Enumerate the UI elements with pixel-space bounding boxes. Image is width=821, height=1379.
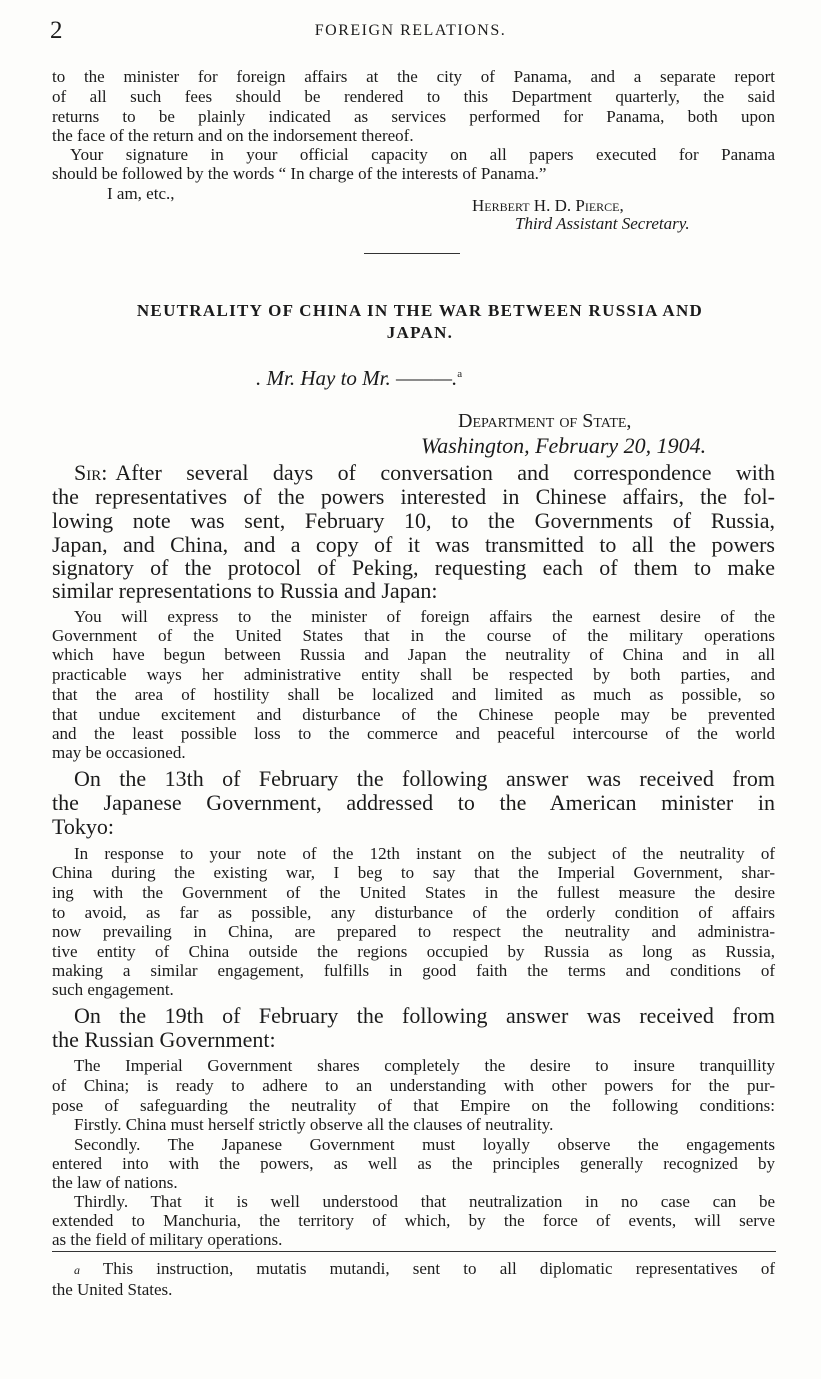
- text-line: Tokyo:: [52, 814, 115, 839]
- text-line: that the area of hostility shall be localized and limited as much as possible, so: [52, 685, 775, 704]
- footnote-line-1: [74, 1260, 775, 1279]
- dateline-date: Washington, February 20, 1904.: [421, 433, 707, 458]
- text-line: which have begun between Russia and Japan the neutrality of China and in all: [52, 645, 775, 664]
- text-line: China during the existing war, I beg to say that the Imperial Government, shar-: [52, 863, 775, 882]
- signature-name: Herbert H. D. Pierce,: [472, 196, 624, 215]
- text-line: extended to Manchuria, the territory of which, by the force of events, will serve: [52, 1211, 775, 1230]
- first-line: [74, 462, 775, 484]
- text-line: Secondly. The Japanese Government must loyally observe the engagements: [74, 1135, 775, 1154]
- text-line: to avoid, as far as possible, any disturbance of the orderly condition of affairs: [52, 903, 775, 922]
- dateline-place: Department of State,: [458, 410, 632, 432]
- text-line: the face of the return and on the indorsement thereof.: [52, 126, 414, 145]
- text-line: entered into with the powers, as well as the principles generally recognized by: [52, 1154, 775, 1173]
- letter-subheading: [256, 366, 462, 391]
- text-line: the law of nations.: [52, 1173, 178, 1192]
- text-line: You will express to the minister of foreign affairs the earnest desire of the: [74, 607, 775, 626]
- text-line: of China; is ready to adhere to an understanding with other powers for the pur-: [52, 1076, 775, 1095]
- text-line: In response to your note of the 12th instant on the subject of the neutrality of: [74, 844, 775, 863]
- text-line: the Japanese Government, addressed to the American minister in: [52, 790, 775, 815]
- text-line: returns to be plainly indicated as services performed for Panama, both upon: [52, 107, 775, 126]
- section-heading-line-1: NEUTRALITY OF CHINA IN THE WAR BETWEEN RUSSIA AND: [136, 301, 704, 320]
- text-line: the representatives of the powers interested in Chinese affairs, the fol-: [52, 484, 775, 509]
- text-line: now prevailing in China, are prepared to respect the neutrality and administra-: [52, 922, 775, 941]
- text-line: On the 19th of February the following answer was received from: [74, 1003, 775, 1028]
- footnote-line-2: the United States.: [52, 1280, 173, 1299]
- text-line: Firstly. China must herself strictly observe all the clauses of neutrality.: [74, 1115, 554, 1134]
- footnote-marker: a: [74, 1263, 80, 1277]
- text-line: On the 13th of February the following answer was received from: [74, 766, 775, 791]
- text-line: practicable ways her administrative entity shall be respected by both parties, and: [52, 665, 775, 684]
- text-line: signatory of the protocol of Peking, requesting each of them to make: [52, 555, 775, 580]
- text-line: Government of the United States that in the course of the military operations: [52, 626, 775, 645]
- signature-title: Third Assistant Secretary.: [515, 214, 690, 233]
- text-line: may be occasioned.: [52, 743, 186, 762]
- text-line: ing with the Government of the United States in the fullest measure the desire: [52, 883, 775, 902]
- text-line: Your signature in your official capacity on all papers executed for Panama: [70, 145, 775, 164]
- text-line: of all such fees should be rendered to this Department quarterly, the said: [52, 87, 775, 106]
- text-line: The Imperial Government shares completely the desire to insure tranquillity: [74, 1056, 775, 1075]
- text-line: Japan, and China, and a copy of it was transmitted to all the powers: [52, 532, 775, 557]
- text-line: and the least possible loss to the commerce and peaceful intercourse of the world: [52, 724, 775, 743]
- section-divider: [364, 253, 460, 254]
- text-line: Thirdly. That it is well understood that neutralization in no case can be: [74, 1192, 775, 1211]
- salutation: Sir:: [74, 460, 108, 485]
- closing: I am, etc.,: [107, 184, 175, 203]
- text-line: tive entity of China outside the regions occupied by Russia as long as Russia,: [52, 942, 775, 961]
- text-line: similar representations to Russia and Japan:: [52, 578, 438, 603]
- text-line: that undue excitement and disturbance of the Chinese people may be prevented: [52, 705, 775, 724]
- text-line: After several days of conversation and correspondence with: [115, 460, 775, 485]
- text-line: such engagement.: [52, 980, 174, 999]
- text-line: making a similar engagement, fulfills in good faith the terms and conditions of: [52, 961, 775, 980]
- text-line: should be followed by the words “ In charge of the interests of Panama.”: [52, 164, 547, 183]
- running-title: FOREIGN RELATIONS.: [314, 22, 507, 39]
- text-line: the Russian Government:: [52, 1027, 276, 1052]
- footnote-ref: a: [457, 368, 463, 380]
- footnote-rule: [52, 1251, 776, 1252]
- text-line: as the field of military operations.: [52, 1230, 283, 1249]
- section-heading-line-2: JAPAN.: [386, 323, 454, 342]
- page-number: 2: [50, 17, 63, 44]
- footnote-text: This instruction, mutatis mutandi, sent to all diplomatic representatives of: [102, 1259, 776, 1278]
- text-line: to the minister for foreign affairs at the city of Panama, and a separate report: [52, 67, 775, 86]
- text-line: pose of safeguarding the neutrality of that Empire on the following conditions:: [52, 1096, 775, 1115]
- text-line: lowing note was sent, February 10, to the Governments of Russia,: [52, 508, 775, 533]
- subheading-text: . Mr. Hay to Mr. ———.: [256, 366, 458, 390]
